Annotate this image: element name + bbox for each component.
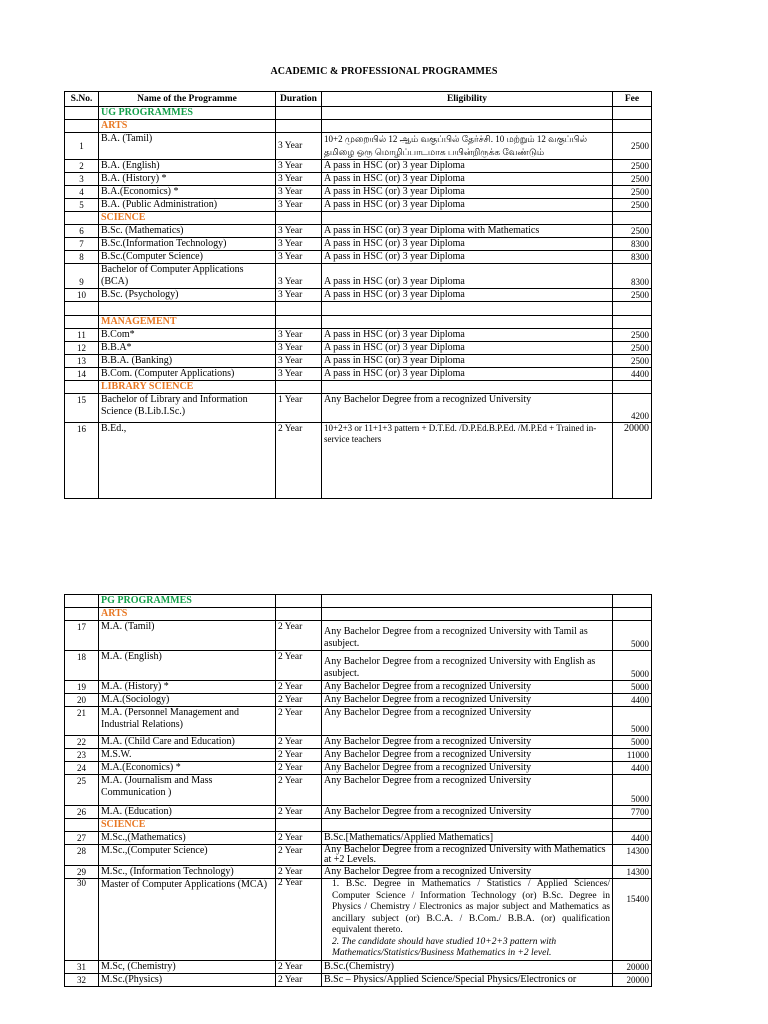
section-row	[65, 107, 652, 120]
cell-sno: 20	[65, 694, 99, 707]
cell-duration: 2 Year	[276, 707, 322, 736]
cell-eligibility: A pass in HSC (or) 3 year Diploma with Mathematics	[322, 225, 613, 238]
header-eligibility: Eligibility	[322, 92, 613, 107]
cell-eligibility: Any Bachelor Degree from a recognized University	[322, 736, 613, 749]
cell-sno: 10	[65, 289, 99, 302]
cell-eligibility: A pass in HSC (or) 3 year Diploma	[322, 251, 613, 264]
cell-sno: 2	[65, 160, 99, 173]
cell-name: Master of Computer Applications (MCA)	[99, 879, 276, 961]
table-row	[65, 651, 652, 681]
cell-name: M.A. (History) *	[99, 681, 276, 694]
cell-fee: 2500	[613, 173, 652, 186]
cell-duration: 3 Year	[276, 264, 322, 289]
cell-name: M.Sc., (Information Technology)	[99, 866, 276, 879]
cell-sno: 6	[65, 225, 99, 238]
table-row	[65, 225, 652, 238]
cell-duration: 3 Year	[276, 225, 322, 238]
cell-fee: 2500	[613, 160, 652, 173]
cell-name: M.A. (Journalism and Mass Communication )	[99, 775, 276, 806]
cell-duration: 1 Year	[276, 394, 322, 423]
cell-eligibility: B.Sc.(Chemistry)	[322, 960, 613, 973]
cell-name: B.Com. (Computer Applications)	[99, 368, 276, 381]
table-row	[65, 394, 652, 423]
header-name: Name of the Programme	[99, 92, 276, 107]
cell-name: Bachelor of Library and Information Science (B.Lib.I.Sc.)	[99, 394, 276, 423]
document-title: ACADEMIC & PROFESSIONAL PROGRAMMES	[270, 66, 498, 77]
ug-programmes-table	[64, 91, 652, 499]
cell-name: B.A. (History) *	[99, 173, 276, 186]
cell-fee: 5000	[613, 775, 652, 806]
cell-eligibility: Any Bachelor Degree from a recognized University	[322, 694, 613, 707]
section-arts: ARTS	[99, 120, 276, 133]
cell-sno: 22	[65, 736, 99, 749]
cell-name: B.A. (Tamil)	[99, 133, 276, 160]
cell-eligibility: B.Sc – Physics/Applied Science/Special Physics/Electronics or	[322, 973, 613, 986]
section-row	[65, 608, 652, 621]
table-row	[65, 973, 652, 986]
cell-fee: 4400	[613, 762, 652, 775]
header-fee: Fee	[613, 92, 652, 107]
table-row	[65, 707, 652, 736]
section-pg-programmes: PG PROGRAMMES	[99, 595, 276, 608]
cell-duration: 2 Year	[276, 832, 322, 845]
cell-duration: 2 Year	[276, 749, 322, 762]
cell-fee: 5000	[613, 621, 652, 651]
cell-name: M.S.W.	[99, 749, 276, 762]
table-row	[65, 160, 652, 173]
cell-sno: 14	[65, 368, 99, 381]
cell-sno: 9	[65, 264, 99, 289]
cell-sno: 17	[65, 621, 99, 651]
cell-name: B.Sc.(Information Technology)	[99, 238, 276, 251]
cell-sno: 7	[65, 238, 99, 251]
cell-fee: 5000	[613, 681, 652, 694]
cell-eligibility: A pass in HSC (or) 3 year Diploma	[322, 186, 613, 199]
cell-eligibility: Any Bachelor Degree from a recognized University	[322, 394, 613, 423]
cell-fee: 2500	[613, 342, 652, 355]
cell-sno: 18	[65, 651, 99, 681]
cell-eligibility	[322, 879, 613, 961]
cell-name: M.A.(Sociology)	[99, 694, 276, 707]
cell-fee: 20000	[613, 960, 652, 973]
header-duration: Duration	[276, 92, 322, 107]
cell-sno: 19	[65, 681, 99, 694]
table-row	[65, 762, 652, 775]
cell-duration: 2 Year	[276, 866, 322, 879]
section-row	[65, 212, 652, 225]
cell-fee: 20000	[613, 973, 652, 986]
cell-eligibility: Any Bachelor Degree from a recognized University	[322, 762, 613, 775]
table-row	[65, 423, 652, 499]
cell-sno: 4	[65, 186, 99, 199]
table-row	[65, 173, 652, 186]
cell-eligibility: A pass in HSC (or) 3 year Diploma	[322, 289, 613, 302]
cell-duration: 2 Year	[276, 423, 322, 499]
cell-fee: 2500	[613, 355, 652, 368]
table-row	[65, 238, 652, 251]
cell-duration: 3 Year	[276, 355, 322, 368]
table-row	[65, 736, 652, 749]
cell-name: M.A.(Economics) *	[99, 762, 276, 775]
section-pg-science: SCIENCE	[99, 819, 276, 832]
cell-duration: 2 Year	[276, 621, 322, 651]
cell-name: B.B.A*	[99, 342, 276, 355]
cell-name: M.Sc.(Physics)	[99, 973, 276, 986]
cell-eligibility: Any Bachelor Degree from a recognized University	[322, 749, 613, 762]
cell-duration: 3 Year	[276, 160, 322, 173]
cell-eligibility: Any Bachelor Degree from a recognized University	[322, 775, 613, 806]
cell-eligibility: Any Bachelor Degree from a recognized University with Mathematics at +2 Levels.	[322, 845, 613, 866]
cell-sno: 23	[65, 749, 99, 762]
table-row	[65, 199, 652, 212]
cell-eligibility: Any Bachelor Degree from a recognized University	[322, 707, 613, 736]
cell-sno: 24	[65, 762, 99, 775]
cell-fee: 8300	[613, 251, 652, 264]
section-row	[65, 120, 652, 133]
cell-sno: 26	[65, 806, 99, 819]
pg-programmes-table	[64, 594, 652, 987]
cell-eligibility: 10+2 முறையில் 12 ஆம் வகுப்பில் தேர்ச்சி. 10 மற்றும் 12 வகுப்பில் தமிழை ஒரு மொழிப்பாடமாக பயின்றிருக்க வேண்டும்	[322, 133, 613, 160]
cell-name: B.A. (English)	[99, 160, 276, 173]
cell-duration: 2 Year	[276, 694, 322, 707]
cell-fee: 5000	[613, 736, 652, 749]
cell-sno: 5	[65, 199, 99, 212]
section-pg-arts: ARTS	[99, 608, 276, 621]
cell-sno: 8	[65, 251, 99, 264]
section-science: SCIENCE	[99, 212, 276, 225]
cell-sno: 28	[65, 845, 99, 866]
cell-duration: 2 Year	[276, 762, 322, 775]
cell-sno: 13	[65, 355, 99, 368]
cell-eligibility: Any Bachelor Degree from a recognized University	[322, 681, 613, 694]
cell-eligibility: A pass in HSC (or) 3 year Diploma	[322, 264, 613, 289]
cell-eligibility: Any Bachelor Degree from a recognized University	[322, 866, 613, 879]
section-management: MANAGEMENT	[99, 316, 276, 329]
cell-duration: 2 Year	[276, 845, 322, 866]
mca-eligibility-clause-2: 2. The candidate should have studied 10+2+3 pattern with Mathematics/Statistics/Business Mathematics in +2 level.	[332, 936, 557, 958]
section-row	[65, 595, 652, 608]
table-row	[65, 289, 652, 302]
cell-name: M.Sc.,(Mathematics)	[99, 832, 276, 845]
cell-duration: 3 Year	[276, 251, 322, 264]
section-row	[65, 819, 652, 832]
cell-name: M.Sc.,(Computer Science)	[99, 845, 276, 866]
cell-fee: 20000	[613, 423, 652, 499]
table-row	[65, 251, 652, 264]
table-row	[65, 355, 652, 368]
table-row	[65, 879, 652, 961]
cell-eligibility: B.Sc.[Mathematics/Applied Mathematics]	[322, 832, 613, 845]
cell-eligibility: Any Bachelor Degree from a recognized University with English as asubject.	[322, 651, 613, 681]
table-row	[65, 342, 652, 355]
cell-name: M.A. (Tamil)	[99, 621, 276, 651]
cell-eligibility: A pass in HSC (or) 3 year Diploma	[322, 368, 613, 381]
cell-name: B.Sc. (Psychology)	[99, 289, 276, 302]
cell-name: B.B.A. (Banking)	[99, 355, 276, 368]
cell-duration: 3 Year	[276, 342, 322, 355]
cell-duration: 2 Year	[276, 879, 322, 961]
section-library-science: LIBRARY SCIENCE	[99, 381, 276, 394]
cell-duration: 2 Year	[276, 960, 322, 973]
table-row	[65, 133, 652, 160]
cell-duration: 2 Year	[276, 681, 322, 694]
cell-sno: 16	[65, 423, 99, 499]
cell-name: B.Sc.(Computer Science)	[99, 251, 276, 264]
cell-name: M.Sc, (Chemistry)	[99, 960, 276, 973]
cell-sno: 25	[65, 775, 99, 806]
cell-fee: 8300	[613, 264, 652, 289]
cell-duration: 2 Year	[276, 775, 322, 806]
cell-eligibility: Any Bachelor Degree from a recognized University with Tamil as asubject.	[322, 621, 613, 651]
cell-eligibility: A pass in HSC (or) 3 year Diploma	[322, 342, 613, 355]
table-row	[65, 866, 652, 879]
cell-fee: 2500	[613, 133, 652, 160]
cell-name: M.A. (Education)	[99, 806, 276, 819]
section-row	[65, 381, 652, 394]
cell-sno: 31	[65, 960, 99, 973]
cell-name: Bachelor of Computer Applications (BCA)	[99, 264, 276, 289]
cell-duration: 3 Year	[276, 289, 322, 302]
cell-fee: 4400	[613, 832, 652, 845]
cell-eligibility: A pass in HSC (or) 3 year Diploma	[322, 355, 613, 368]
cell-sno: 21	[65, 707, 99, 736]
cell-name: B.A. (Public Administration)	[99, 199, 276, 212]
cell-duration: 3 Year	[276, 329, 322, 342]
table-row	[65, 806, 652, 819]
table-row	[65, 832, 652, 845]
cell-sno: 3	[65, 173, 99, 186]
cell-eligibility: A pass in HSC (or) 3 year Diploma	[322, 329, 613, 342]
cell-fee: 4400	[613, 694, 652, 707]
cell-duration: 3 Year	[276, 133, 322, 160]
table-row	[65, 694, 652, 707]
section-ug-programmes: UG PROGRAMMES	[99, 107, 276, 120]
cell-eligibility: A pass in HSC (or) 3 year Diploma	[322, 173, 613, 186]
table-row	[65, 775, 652, 806]
section-row	[65, 316, 652, 329]
cell-fee: 4400	[613, 368, 652, 381]
table-row	[65, 368, 652, 381]
cell-duration: 2 Year	[276, 973, 322, 986]
table-row	[65, 749, 652, 762]
cell-fee: 2500	[613, 186, 652, 199]
cell-fee: 5000	[613, 707, 652, 736]
cell-sno: 27	[65, 832, 99, 845]
cell-duration: 3 Year	[276, 186, 322, 199]
cell-sno: 32	[65, 973, 99, 986]
cell-name: M.A. (Child Care and Education)	[99, 736, 276, 749]
table-row	[65, 681, 652, 694]
table-row	[65, 264, 652, 289]
table-row	[65, 329, 652, 342]
cell-fee: 14300	[613, 866, 652, 879]
cell-sno: 12	[65, 342, 99, 355]
cell-eligibility: A pass in HSC (or) 3 year Diploma	[322, 160, 613, 173]
cell-duration: 3 Year	[276, 199, 322, 212]
cell-fee: 7700	[613, 806, 652, 819]
cell-duration: 3 Year	[276, 238, 322, 251]
cell-sno: 1	[65, 133, 99, 160]
cell-name: M.A. (English)	[99, 651, 276, 681]
table-row	[65, 621, 652, 651]
mca-eligibility-clause-1: 1. B.Sc. Degree in Mathematics / Statistics / Applied Sciences/ Computer Science / Information Technology (or) B.Sc. Degree in Physics / Chemistry / Electronics as major subject and Mathematics as ancillary subject (or) B.C.A. / B.Com./ B.B.A. (or) qualification equivalent thereto.	[332, 879, 610, 935]
cell-duration: 2 Year	[276, 651, 322, 681]
header-sno: S.No.	[65, 92, 99, 107]
table-row	[65, 960, 652, 973]
cell-name: B.Ed.,	[99, 423, 276, 499]
cell-eligibility: A pass in HSC (or) 3 year Diploma	[322, 238, 613, 251]
cell-duration: 2 Year	[276, 806, 322, 819]
cell-name: B.Com*	[99, 329, 276, 342]
table-header-row	[65, 92, 652, 107]
cell-name: B.A.(Economics) *	[99, 186, 276, 199]
cell-sno: 29	[65, 866, 99, 879]
cell-name: B.Sc. (Mathematics)	[99, 225, 276, 238]
cell-fee: 2500	[613, 225, 652, 238]
cell-duration: 3 Year	[276, 368, 322, 381]
spacer-row	[65, 302, 652, 316]
cell-sno: 11	[65, 329, 99, 342]
cell-fee: 14300	[613, 845, 652, 866]
cell-fee: 2500	[613, 289, 652, 302]
table-row	[65, 186, 652, 199]
cell-sno: 30	[65, 879, 99, 961]
cell-fee: 4200	[613, 394, 652, 423]
cell-fee: 11000	[613, 749, 652, 762]
cell-fee: 2500	[613, 199, 652, 212]
cell-sno: 15	[65, 394, 99, 423]
cell-duration: 2 Year	[276, 736, 322, 749]
cell-eligibility: A pass in HSC (or) 3 year Diploma	[322, 199, 613, 212]
cell-fee: 2500	[613, 329, 652, 342]
cell-eligibility: Any Bachelor Degree from a recognized University	[322, 806, 613, 819]
table-row	[65, 845, 652, 866]
cell-duration: 3 Year	[276, 173, 322, 186]
cell-fee: 5000	[613, 651, 652, 681]
cell-eligibility: 10+2+3 or 11+1+3 pattern + D.T.Ed. /D.P.Ed.B.P.Ed. /M.P.Ed + Trained in-service teachers	[322, 423, 613, 499]
cell-fee: 15400	[613, 879, 652, 961]
cell-name: M.A. (Personnel Management and Industrial Relations)	[99, 707, 276, 736]
cell-fee: 8300	[613, 238, 652, 251]
